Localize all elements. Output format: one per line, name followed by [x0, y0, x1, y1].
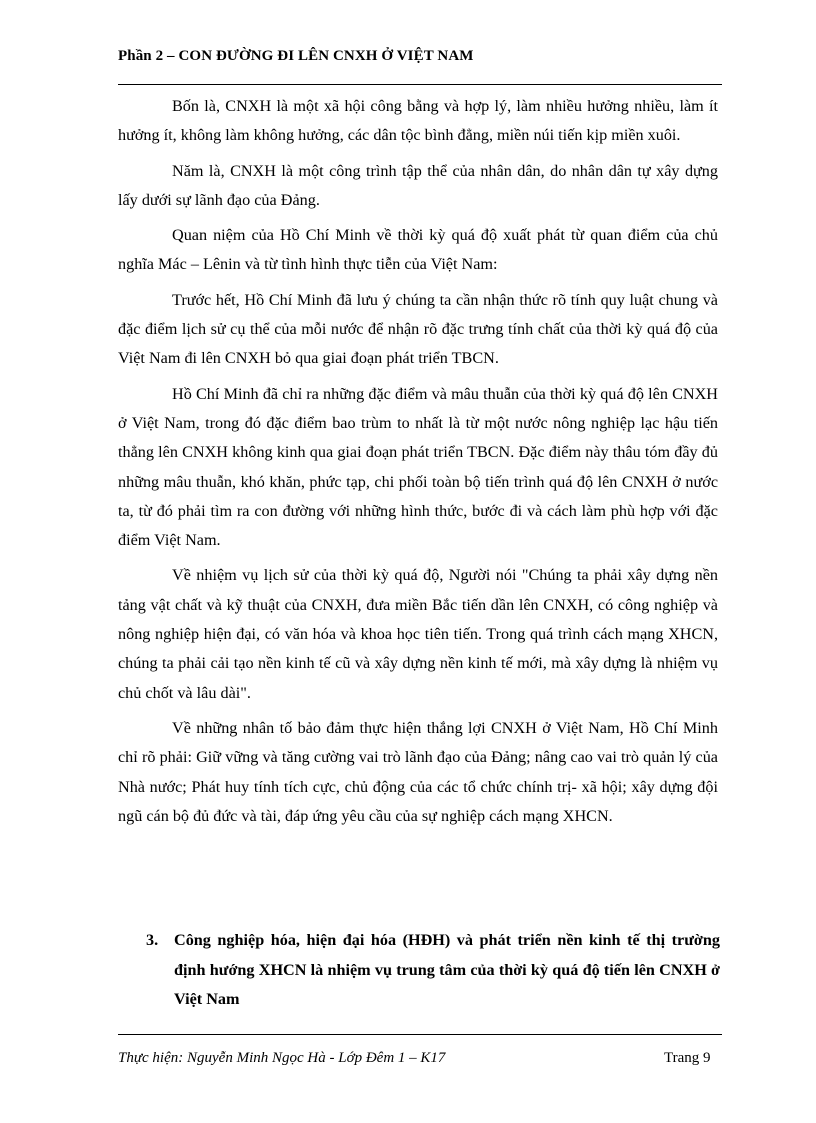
page-number: Trang 9 [664, 1050, 711, 1066]
section-heading [146, 926, 720, 1015]
section-number: 3. [146, 931, 159, 949]
paragraph-6: Về nhiệm vụ lịch sử của thời kỳ quá độ, Người nói "Chúng ta phải xây dựng nền tảng vật chất và kỹ thuật của CNXH, đưa miền Bắc tiến dần lên CNXH, có công nghiệp và nông nghiệp hiện đại, có văn hóa và khoa học tiên tiến. Trong quá trình cách mạng XHCN, chúng ta phải cải tạo nền kinh tế cũ và xây dựng nền kinh tế mới, mà xây dựng là nhiệm vụ chủ chốt và lâu dài". [118, 566, 718, 702]
paragraph-3: Quan niệm của Hồ Chí Minh về thời kỳ quá độ xuất phát từ quan điểm của chủ nghĩa Mác – Lênin và từ tình hình thực tiễn của Việt Nam: [118, 226, 718, 274]
paragraph-5: Hồ Chí Minh đã chỉ ra những đặc điểm và mâu thuẫn của thời kỳ quá độ lên CNXH ở Việt Nam, trong đó đặc điểm bao trùm to nhất là từ một nước nông nghiệp lạc hậu tiến thẳng lên CNXH không kinh qua giai đoạn phát triển TBCN. Đặc điểm này thâu tóm đầy đủ những mâu thuẫn, khó khăn, phức tạp, chi phối toàn bộ tiến trình quá độ lên CNXH ở nước ta, từ đó phải tìm ra con đường với những hình thức, bước đi và cách làm phù hợp với đặc điểm Việt Nam. [118, 384, 718, 550]
footer-author: Thực hiện: Nguyễn Minh Ngọc Hà - Lớp Đêm 1 – K17 [118, 1050, 446, 1066]
paragraph-1: Bốn là, CNXH là một xã hội công bằng và hợp lý, làm nhiều hưởng nhiều, làm ít hưởng ít, không làm không hưởng, các dân tộc bình đẳng, miền núi tiến kịp miền xuôi. [118, 97, 718, 145]
page-header-title: Phần 2 – CON ĐƯỜNG ĐI LÊN CNXH Ở VIỆT NAM [118, 48, 474, 64]
paragraph-4: Trước hết, Hồ Chí Minh đã lưu ý chúng ta cần nhận thức rõ tính quy luật chung và đặc điểm lịch sử cụ thể của mỗi nước để nhận rõ đặc trưng tính chất của thời kỳ quá độ của Việt Nam đi lên CNXH bỏ qua giai đoạn phát triển TBCN. [118, 290, 718, 368]
document-body [118, 92, 718, 837]
paragraph-2: Năm là, CNXH là một công trình tập thể của nhân dân, do nhân dân tự xây dựng lấy dưới sự lãnh đạo của Đảng. [118, 161, 718, 209]
paragraph-7: Về những nhân tố bảo đảm thực hiện thắng lợi CNXH ở Việt Nam, Hồ Chí Minh chỉ rõ phải: Giữ vững và tăng cường vai trò lãnh đạo của Đảng; nâng cao vai trò quản lý của Nhà nước; Phát huy tính tích cực, chủ động của các tổ chức chính trị- xã hội; xây dựng đội ngũ cán bộ đủ đức và tài, đáp ứng yêu cầu của sự nghiệp cách mạng XHCN. [118, 718, 718, 825]
header-divider [118, 84, 722, 85]
footer-divider [118, 1034, 722, 1035]
section-heading-text: Công nghiệp hóa, hiện đại hóa (HĐH) và phát triển nền kinh tế thị trường định hướng XHCN là nhiệm vụ trung tâm của thời kỳ quá độ tiến lên CNXH ở Việt Nam [174, 931, 720, 1009]
